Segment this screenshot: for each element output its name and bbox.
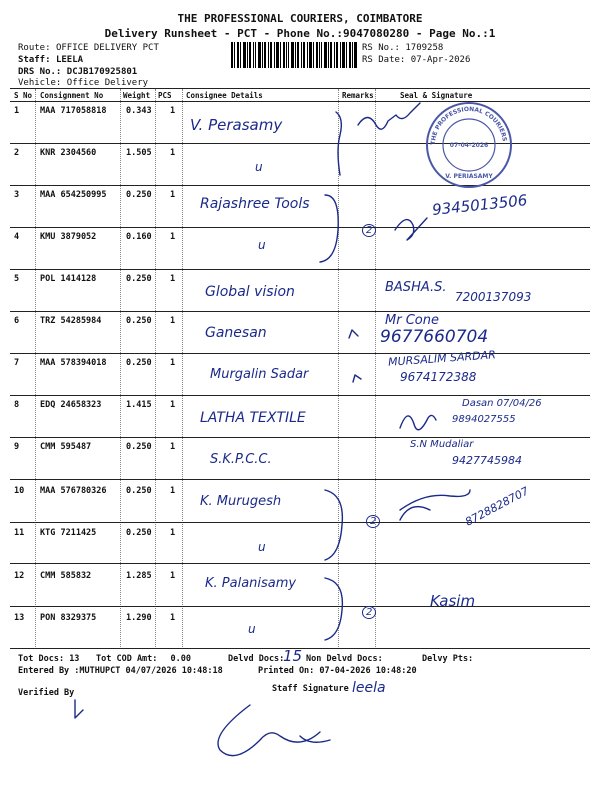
col-weight: Weight: [123, 91, 151, 100]
row-sno: 2: [14, 148, 20, 158]
hand-consignee-5: Global vision: [205, 284, 295, 300]
seal-ring-text: THE PROFESSIONAL COURIERS: [429, 105, 508, 146]
hand-phone-6: 9677660704: [380, 327, 489, 347]
staff-label: Staff:: [18, 55, 51, 65]
row-weight: 0.250: [126, 316, 152, 326]
verified-signature: [218, 705, 330, 756]
row-consignment: KMU 3879052: [40, 232, 97, 242]
row-consignment: EDQ 24658323: [40, 400, 102, 410]
row-sno: 4: [14, 232, 20, 242]
row-pcs: 1: [170, 106, 176, 116]
row-weight: 0.250: [126, 442, 152, 452]
row-sno: 10: [14, 486, 25, 496]
hand-consignee-12: K. Palanisamy: [205, 576, 297, 591]
row-consignment: MAA 578394018: [40, 358, 107, 368]
row-sno: 8: [14, 400, 20, 410]
tot-cod-label: Tot COD Amt:: [96, 654, 158, 664]
rs-date-value: 07-Apr-2026: [410, 55, 471, 65]
signature-row-10: [400, 490, 470, 520]
row-consignment: POL 1414128: [40, 274, 97, 284]
company-title: THE PROFESSIONAL COURIERS, COIMBATORE: [177, 12, 423, 25]
delivery-points: Delvy Pts:: [422, 654, 474, 664]
total-docs: [18, 654, 79, 664]
row-sno: 5: [14, 274, 20, 284]
vehicle-label: Vehicle:: [18, 78, 62, 88]
row-consignment: MAA 576780326: [40, 486, 107, 496]
tot-docs-label: Tot Docs:: [18, 654, 65, 664]
row-weight: 1.505: [126, 148, 152, 158]
row-sno: 1: [14, 106, 20, 116]
remark-mark: 2: [362, 224, 376, 237]
entered-by: Entered By :MUTHUPCT 04/07/2026 10:48:18: [18, 666, 223, 676]
hand-phone-5: 7200137093: [455, 290, 532, 304]
row-weight: 1.285: [126, 571, 152, 581]
row-pcs: 1: [170, 613, 176, 623]
seal-city: V. PERIASAMY: [445, 173, 493, 180]
drs-label: DRS No.:: [18, 67, 62, 77]
hand-consignee-9: S.K.P.C.C.: [210, 452, 272, 467]
hand-consignee-2: u: [255, 160, 263, 174]
hand-sig-8: Dasan 07/04/26: [462, 398, 542, 409]
hand-consignee-11: u: [258, 540, 266, 554]
hand-sig-6: Mr Cone: [385, 313, 439, 328]
row-pcs: 1: [170, 190, 176, 200]
row-consignment: MAA 717058818: [40, 106, 107, 116]
row-sno: 3: [14, 190, 20, 200]
remark-mark: 2: [366, 515, 380, 528]
route-value: OFFICE DELIVERY PCT: [55, 43, 159, 53]
row-pcs: 1: [170, 232, 176, 242]
row-pcs: 1: [170, 400, 176, 410]
row-consignment: KTG 7211425: [40, 528, 97, 538]
hand-sig-5: BASHA.S.: [385, 280, 447, 295]
hand-sig-7: MURSALIM SARDAR: [387, 348, 497, 369]
hand-phone-10: 8728828707: [463, 484, 531, 529]
col-remarks: Remarks: [342, 91, 374, 100]
staff-signature-label: Staff Signature: [272, 684, 349, 694]
tot-cod-value: 0.00: [170, 654, 192, 664]
row-pcs: 1: [170, 358, 176, 368]
row-sno: 9: [14, 442, 20, 452]
hand-staff-signature: leela: [352, 680, 386, 696]
hand-phone-3: 9345013506: [431, 191, 529, 219]
verified-by-tick: [75, 700, 83, 718]
hand-phone-7: 9674172388: [400, 370, 477, 384]
row-pcs: 1: [170, 486, 176, 496]
row-pcs: 1: [170, 528, 176, 538]
row-sno: 7: [14, 358, 20, 368]
row-sno: 6: [14, 316, 20, 326]
col-consignment: Consignment No: [40, 91, 104, 100]
hand-sig-12: Kasim: [430, 592, 476, 610]
row-consignment: CMM 585832: [40, 571, 92, 581]
hand-consignee-4: u: [258, 238, 266, 252]
seal-date: 07-04-2026: [449, 142, 489, 149]
row-pcs: 1: [170, 442, 176, 452]
row-consignment: MAA 654250995: [40, 190, 107, 200]
row-weight: 1.415: [126, 400, 152, 410]
col-seal: Seal & Signature: [400, 91, 473, 100]
drs-value: DCJB170925801: [66, 67, 138, 77]
signature-row-8: [400, 415, 436, 429]
company-seal-stamp: [424, 100, 514, 190]
bracket-rows-1-2: [336, 112, 341, 175]
row-weight: 0.250: [126, 274, 152, 284]
runsheet-subtitle: Delivery Runsheet - PCT - Phone No.:9047080280 - Page No.:1: [104, 27, 496, 40]
row-pcs: 1: [170, 148, 176, 158]
row-weight: 0.250: [126, 190, 152, 200]
non-delivered-docs: Non Delvd Docs:: [306, 654, 383, 664]
arrow-mark-6: [349, 330, 358, 338]
delvd-label: Delvd Docs:: [228, 654, 285, 664]
row-consignment: PON 8329375: [40, 613, 97, 623]
hand-consignee-3: Rajashree Tools: [200, 196, 310, 212]
hand-consignee-13: u: [248, 622, 256, 636]
col-pcs: PCS: [158, 91, 172, 100]
row-consignment: KNR 2304560: [40, 148, 97, 158]
total-cod: [96, 654, 191, 664]
row-weight: 0.250: [126, 358, 152, 368]
bracket-rows-3-4: [320, 195, 338, 262]
hand-consignee-10: K. Murugesh: [200, 494, 282, 509]
col-sno: S No: [14, 91, 33, 100]
row-consignment: CMM 595487: [40, 442, 92, 452]
row-weight: 0.160: [126, 232, 152, 242]
tot-docs-value: 13: [69, 654, 80, 664]
row-pcs: 1: [170, 274, 176, 284]
vehicle-value: Office Delivery: [66, 78, 149, 88]
row-pcs: 1: [170, 571, 176, 581]
signature-row-3: [395, 218, 427, 240]
printed-on: Printed On: 07-04-2026 10:48:20: [258, 666, 417, 676]
row-pcs: 1: [170, 316, 176, 326]
col-consignee: Consignee Details: [186, 91, 263, 100]
row-weight: 0.343: [126, 106, 152, 116]
bracket-rows-12-13: [325, 578, 342, 640]
delivered-docs: [228, 654, 284, 664]
hand-phone-9: 9427745984: [452, 454, 522, 467]
signature-row-1: [358, 103, 420, 129]
hand-sig-9: S.N Mudaliar: [410, 439, 474, 450]
route-label: Route:: [18, 43, 51, 53]
row-sno: 13: [14, 613, 25, 623]
hand-phone-8: 9894027555: [452, 414, 516, 425]
rs-date-label: RS Date:: [362, 55, 406, 65]
row-weight: 0.250: [126, 486, 152, 496]
hand-delvd-count: 15: [283, 647, 303, 665]
row-weight: 1.290: [126, 613, 152, 623]
rs-no-label: RS No.:: [362, 43, 400, 53]
remark-mark: 2: [362, 606, 376, 619]
verified-by-label: Verified By: [18, 688, 75, 698]
staff-value: LEELA: [55, 55, 84, 65]
hand-consignee-6: Ganesan: [205, 325, 267, 341]
arrow-mark-7: [353, 375, 361, 382]
row-sno: 12: [14, 571, 25, 581]
hand-consignee-7: Murgalin Sadar: [210, 367, 309, 382]
row-consignment: TRZ 54285984: [40, 316, 102, 326]
bracket-rows-10-11: [325, 490, 342, 560]
row-weight: 0.250: [126, 528, 152, 538]
hand-consignee-1: V. Perasamy: [190, 116, 283, 134]
rs-no-value: 1709258: [405, 43, 444, 53]
row-sno: 11: [14, 528, 25, 538]
hand-consignee-8: LATHA TEXTILE: [200, 410, 306, 426]
